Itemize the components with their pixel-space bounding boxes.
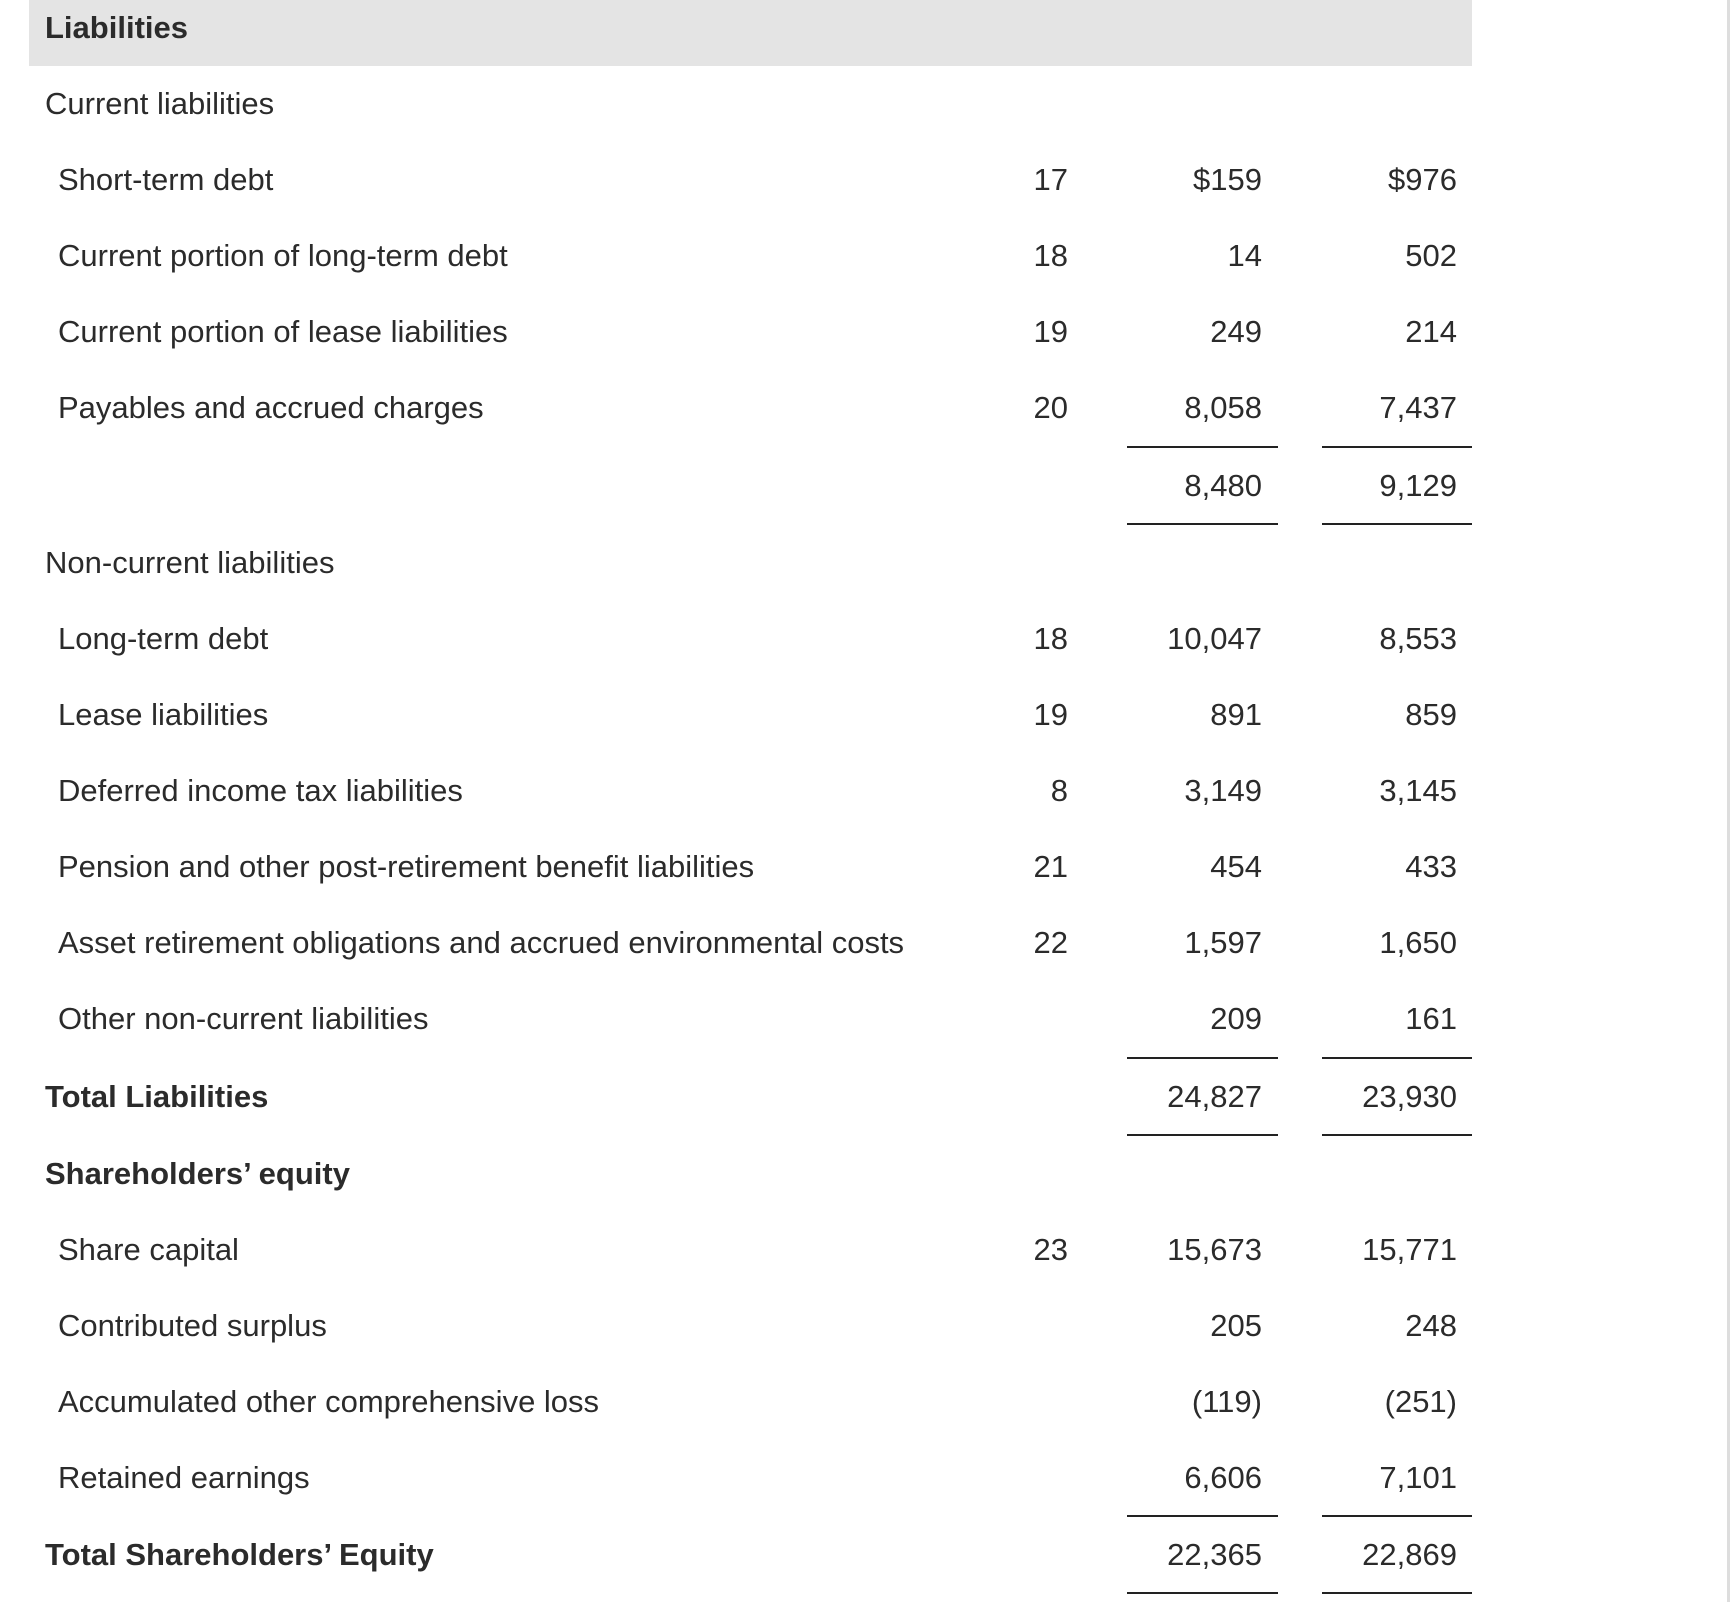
row-value-col2: 214 <box>1405 314 1457 349</box>
total-rule <box>1127 1592 1278 1594</box>
row-label: Asset retirement obligations and accrued environmental costs <box>58 925 905 960</box>
row-value-col1: 205 <box>1210 1308 1262 1343</box>
row-value-col2: 7,101 <box>1379 1460 1457 1495</box>
table-row <box>0 236 1730 276</box>
total-rule <box>1322 1057 1472 1059</box>
row-note: 20 <box>1033 390 1068 425</box>
table-row <box>0 999 1730 1039</box>
row-label: Share capital <box>58 1232 239 1267</box>
liabilities-heading: Liabilities <box>45 10 188 45</box>
row-value-col2: 248 <box>1405 1308 1457 1343</box>
row-value-col2: 161 <box>1405 1001 1457 1036</box>
liabilities-header-row <box>0 8 1730 48</box>
table-row <box>0 1458 1730 1498</box>
row-note: 22 <box>1033 925 1068 960</box>
row-value-col2: 502 <box>1405 238 1457 273</box>
total-liabilities-row <box>0 1077 1730 1117</box>
row-label: Accumulated other comprehensive loss <box>58 1384 600 1419</box>
subtotal-rule <box>1127 523 1278 525</box>
table-row <box>0 771 1730 811</box>
total-value-col1: 24,827 <box>1167 1079 1262 1114</box>
row-label: Current portion of lease liabilities <box>58 314 508 349</box>
total-equity-label: Total Shareholders’ Equity <box>45 1537 434 1572</box>
row-value-col1: $159 <box>1193 162 1262 197</box>
row-value-col1: 8,058 <box>1184 390 1262 425</box>
row-value-col2: 7,437 <box>1379 390 1457 425</box>
row-label: Other non-current liabilities <box>58 1001 429 1036</box>
row-value-col1: (119) <box>1191 1384 1262 1419</box>
row-value-col2: 15,771 <box>1362 1232 1457 1267</box>
total-equity-value-col2: 22,869 <box>1362 1537 1457 1572</box>
noncurrent-liabilities-title-row <box>0 543 1730 583</box>
row-value-col2: (251) <box>1384 1384 1457 1419</box>
equity-title-row <box>0 1154 1730 1194</box>
row-value-col2: 8,553 <box>1379 621 1457 656</box>
subtotal-value-col1: 8,480 <box>1184 468 1262 503</box>
total-liabilities-label: Total Liabilities <box>45 1079 269 1114</box>
row-value-col1: 10,047 <box>1167 621 1262 656</box>
row-value-col1: 15,673 <box>1167 1232 1262 1267</box>
current-liabilities-title-row <box>0 84 1730 124</box>
total-rule <box>1127 1515 1278 1517</box>
row-label: Contributed surplus <box>58 1308 327 1343</box>
equity-title: Shareholders’ equity <box>45 1156 350 1191</box>
total-rule <box>1322 1515 1472 1517</box>
row-label: Short-term debt <box>58 162 274 197</box>
row-note: 8 <box>1050 773 1068 808</box>
current-subtotal-row <box>0 466 1730 506</box>
subtotal-rule <box>1322 523 1472 525</box>
row-value-col2: 3,145 <box>1379 773 1457 808</box>
row-label: Long-term debt <box>58 621 269 656</box>
row-note: 19 <box>1033 314 1068 349</box>
row-note: 18 <box>1033 621 1068 656</box>
row-value-col1: 209 <box>1210 1001 1262 1036</box>
table-row <box>0 1382 1730 1422</box>
table-row <box>0 312 1730 352</box>
subtotal-rule <box>1127 446 1278 448</box>
table-row <box>0 619 1730 659</box>
row-value-col1: 3,149 <box>1184 773 1262 808</box>
row-label: Lease liabilities <box>58 697 269 732</box>
row-value-col2: 1,650 <box>1379 925 1457 960</box>
total-rule <box>1322 1134 1472 1136</box>
row-label: Pension and other post-retirement benefit liabilities <box>58 849 755 884</box>
total-value-col2: 23,930 <box>1362 1079 1457 1114</box>
row-value-col2: 859 <box>1405 697 1457 732</box>
subtotal-value-col2: 9,129 <box>1379 468 1457 503</box>
row-label: Current portion of long-term debt <box>58 238 508 273</box>
total-rule <box>1322 1592 1472 1594</box>
table-row <box>0 1230 1730 1270</box>
row-note: 17 <box>1033 162 1068 197</box>
row-value-col1: 249 <box>1210 314 1262 349</box>
row-value-col2: $976 <box>1388 162 1457 197</box>
table-row <box>0 847 1730 887</box>
row-label: Retained earnings <box>58 1460 310 1495</box>
row-label: Deferred income tax liabilities <box>58 773 463 808</box>
table-row <box>0 388 1730 428</box>
row-note: 18 <box>1033 238 1068 273</box>
total-rule <box>1127 1057 1278 1059</box>
row-note: 19 <box>1033 697 1068 732</box>
total-rule <box>1127 1134 1278 1136</box>
row-label: Payables and accrued charges <box>58 390 484 425</box>
row-value-col2: 433 <box>1405 849 1457 884</box>
row-value-col1: 891 <box>1210 697 1262 732</box>
current-liabilities-title: Current liabilities <box>45 86 275 121</box>
row-value-col1: 1,597 <box>1184 925 1262 960</box>
row-note: 21 <box>1033 849 1068 884</box>
total-equity-row <box>0 1535 1730 1575</box>
row-value-col1: 454 <box>1210 849 1262 884</box>
total-equity-value-col1: 22,365 <box>1167 1537 1262 1572</box>
table-row <box>0 923 1730 963</box>
subtotal-rule <box>1322 446 1472 448</box>
table-row <box>0 160 1730 200</box>
row-note: 23 <box>1033 1232 1068 1267</box>
row-value-col1: 14 <box>1227 238 1262 273</box>
table-row <box>0 695 1730 735</box>
table-row <box>0 1306 1730 1346</box>
noncurrent-liabilities-title: Non-current liabilities <box>45 545 335 580</box>
row-value-col1: 6,606 <box>1184 1460 1262 1495</box>
